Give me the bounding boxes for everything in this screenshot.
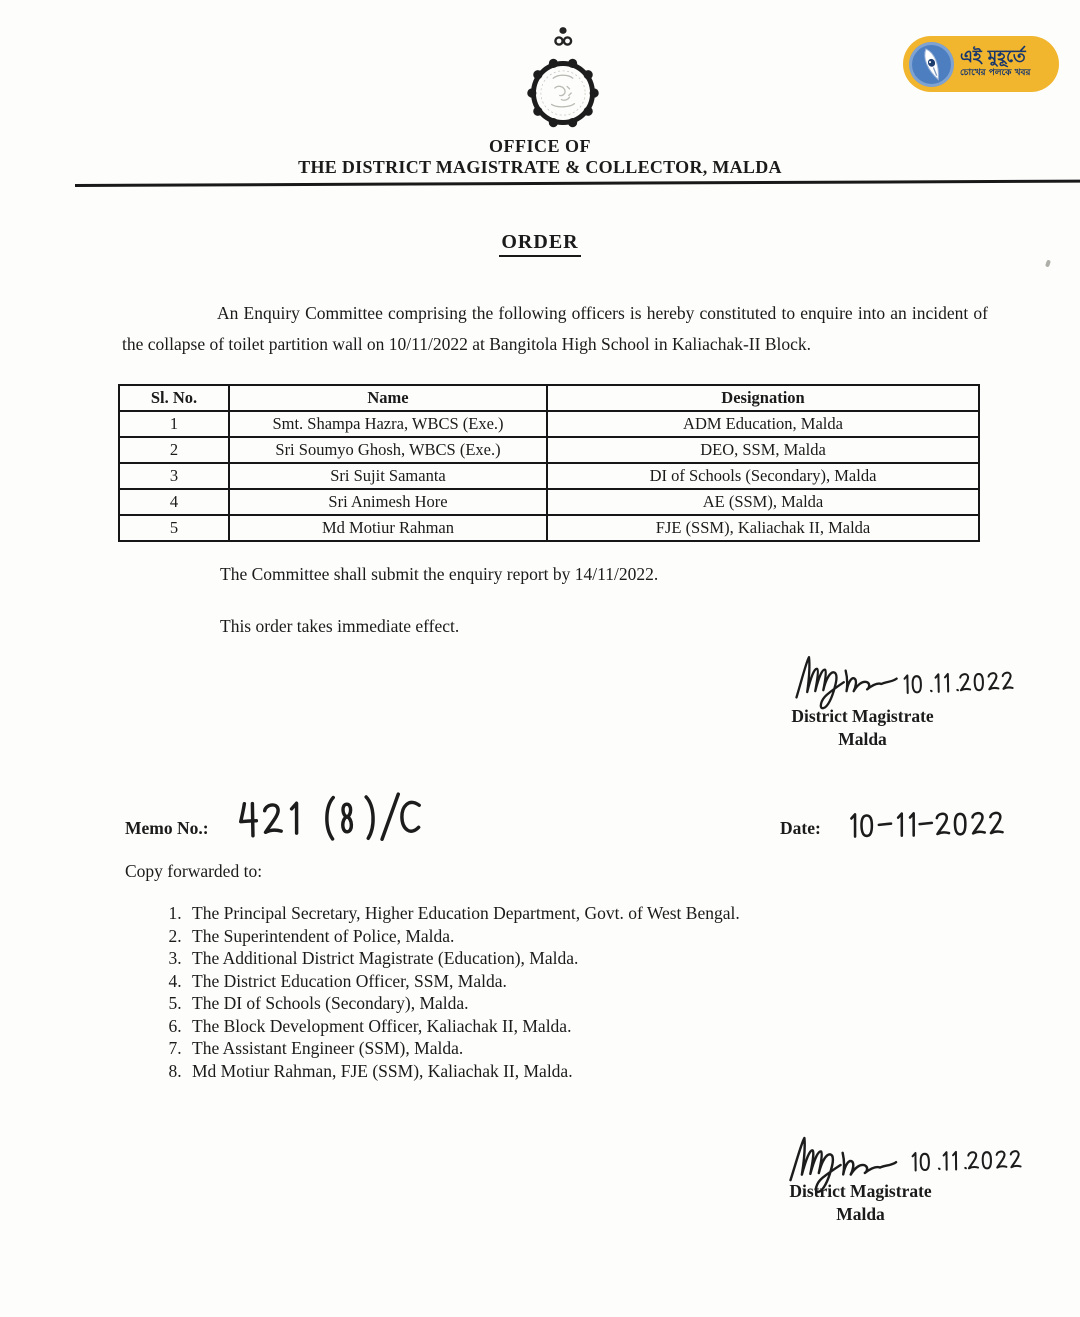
signatory-place: Malda (836, 1204, 885, 1224)
cell-sl: 4 (119, 489, 229, 515)
copy-forwarded-label: Copy forwarded to: (125, 861, 263, 881)
cell-sl: 5 (119, 515, 229, 541)
office-header-line1: OFFICE OF (489, 136, 591, 156)
government-seal-icon (522, 52, 604, 139)
news-logo-title: এই মুহূর্তে (960, 47, 1026, 68)
cell-sl: 3 (119, 463, 229, 489)
signatory-place: Malda (838, 729, 887, 749)
table-row (119, 437, 979, 463)
header-designation: Designation (547, 385, 979, 411)
header-name: Name (229, 385, 547, 411)
signatory-designation: District Magistrate (789, 1181, 932, 1201)
cell-sl: 1 (119, 411, 229, 437)
table-header-row (119, 385, 979, 411)
office-header-line2: THE DISTRICT MAGISTRATE & COLLECTOR, MALDA (298, 157, 782, 177)
statement-immediate-effect: This order takes immediate effect. (220, 616, 460, 636)
cell-name: Sri Soumyo Ghosh, WBCS (Exe.) (229, 437, 547, 463)
cell-name: Md Motiur Rahman (229, 515, 547, 541)
signature-date-handwritten (906, 1144, 1026, 1182)
pen-nib-icon (909, 42, 954, 87)
list-item: 5. The DI of Schools (Secondary), Malda. (186, 992, 946, 1015)
table-row (119, 489, 979, 515)
cell-designation: ADM Education, Malda (547, 411, 979, 437)
committee-table (118, 384, 980, 542)
date-handwritten (843, 805, 1009, 850)
list-item: 2. The Superintendent of Police, Malda. (186, 925, 946, 948)
cell-designation: AE (SSM), Malda (547, 489, 979, 515)
table-row (119, 411, 979, 437)
date-label: Date: (780, 818, 821, 838)
header-rule (75, 180, 1080, 187)
news-logo-subtitle: চোখের পলকে খবর (960, 68, 1031, 79)
news-logo-text (960, 49, 1030, 78)
list-item: 3. The Additional District Magistrate (Education), Malda. (186, 947, 946, 970)
cell-name: Sri Sujit Samanta (229, 463, 547, 489)
statement-submit-report: The Committee shall submit the enquiry report by 14/11/2022. (220, 564, 659, 584)
order-intro-paragraph: An Enquiry Committee comprising the following officers is hereby constituted to enquire into an incident of the collapse of toilet partition wall on 10/11/2022 at Bangitola High School in Kaliachak-II Block. (122, 302, 988, 354)
copy-forwarded-list (150, 902, 946, 1082)
scan-artifact (1045, 260, 1051, 268)
memo-no-label: Memo No.: (125, 818, 209, 838)
signature-date-handwritten (897, 666, 1018, 705)
list-item: 1. The Principal Secretary, Higher Education Department, Govt. of West Bengal. (186, 902, 946, 925)
cell-designation: FJE (SSM), Kaliachak II, Malda (547, 515, 979, 541)
header-sl-no: Sl. No. (119, 385, 229, 411)
list-item: 6. The Block Development Officer, Kaliachak II, Malda. (186, 1015, 946, 1038)
table-row (119, 463, 979, 489)
cell-sl: 2 (119, 437, 229, 463)
cell-designation: DI of Schools (Secondary), Malda (547, 463, 979, 489)
memo-no-handwritten (232, 791, 430, 850)
signatory-designation: District Magistrate (791, 706, 934, 726)
order-heading: ORDER (0, 231, 1080, 257)
list-item: 7. The Assistant Engineer (SSM), Malda. (186, 1037, 946, 1060)
list-item: 4. The District Education Officer, SSM, Malda. (186, 970, 946, 993)
table-row (119, 515, 979, 541)
cell-designation: DEO, SSM, Malda (547, 437, 979, 463)
cell-name: Smt. Shampa Hazra, WBCS (Exe.) (229, 411, 547, 437)
news-logo (903, 36, 1059, 92)
cell-name: Sri Animesh Hore (229, 489, 547, 515)
list-item: 8. Md Motiur Rahman, FJE (SSM), Kaliachak II, Malda. (186, 1060, 946, 1083)
